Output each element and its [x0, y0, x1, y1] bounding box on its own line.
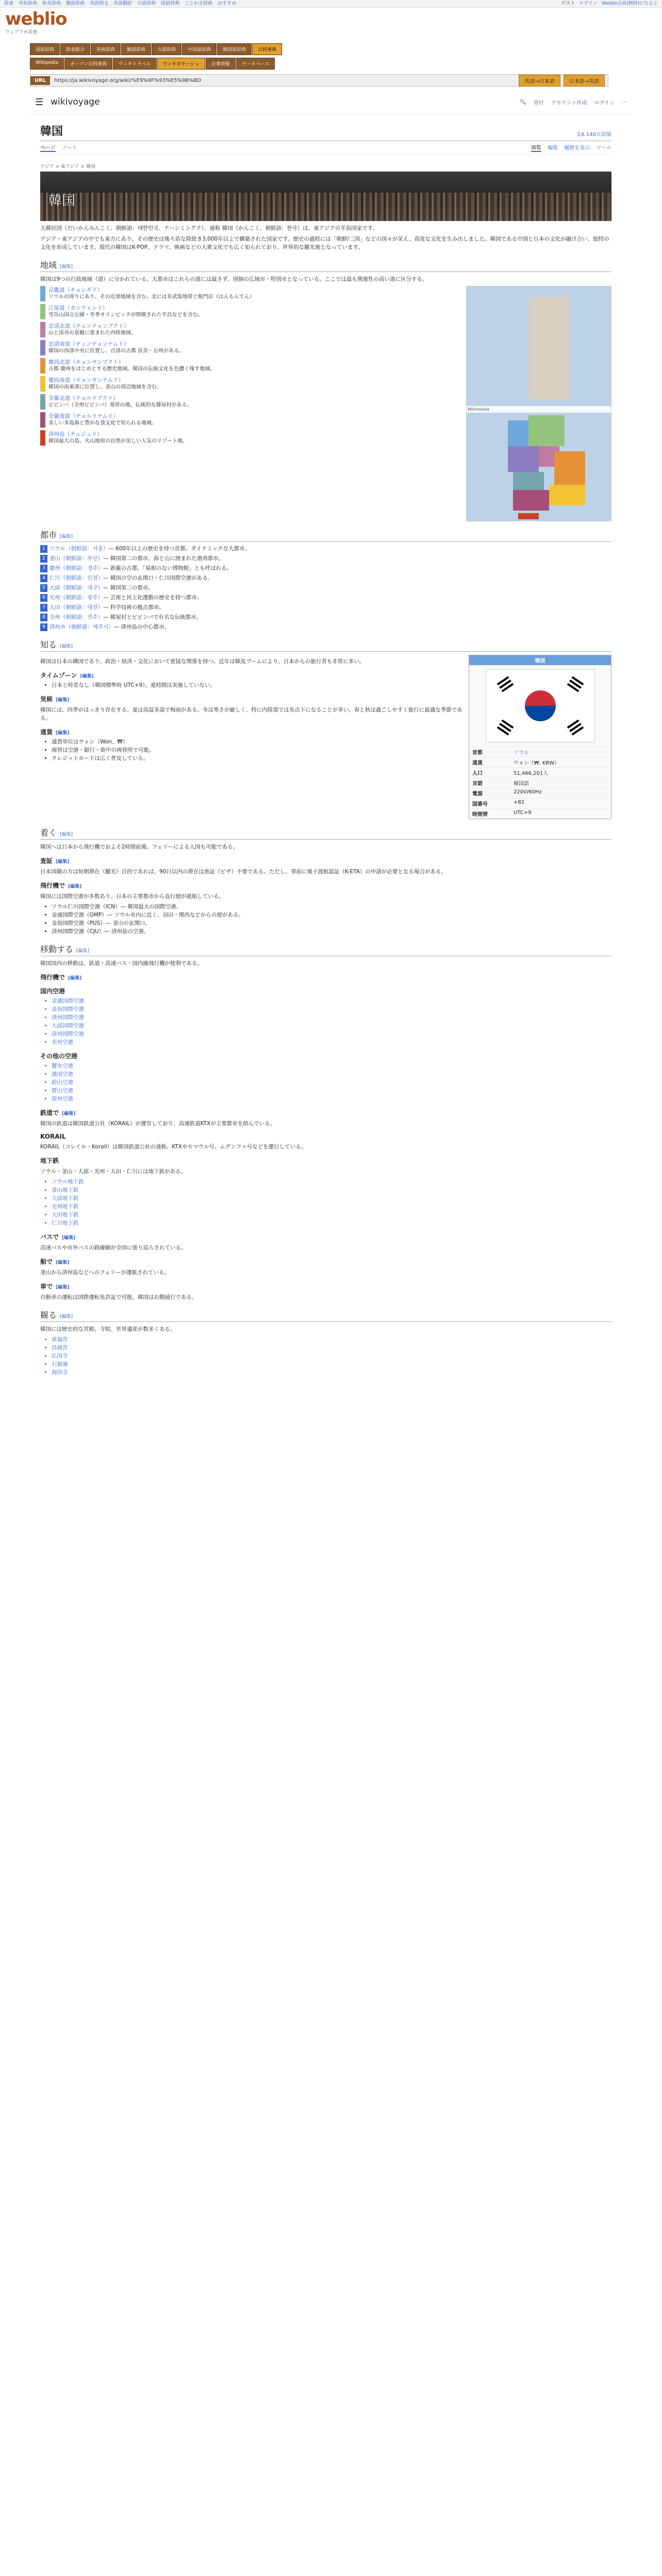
edit-link[interactable]: [編集] [56, 1285, 70, 1290]
city-number: 1 [40, 545, 47, 553]
city-desc: — 韓屋村とビビンバで有名な伝統都市。 [103, 614, 202, 620]
list-item: • 両替は空港・銀行・街中の両替所で可能。 [52, 747, 464, 754]
ship-paragraph: 釜山から済州島などへのフェリーが運航されている。 [40, 1269, 170, 1276]
region-desc: 韓国の南東部に位置し、釜山の周辺地域を含む。 [48, 384, 162, 390]
infobox-row: 言語 韓国語 [469, 777, 611, 788]
trigram-mark [567, 676, 584, 692]
subsection-heading-car: 車で [編集] [40, 1283, 70, 1290]
list-item[interactable]: • 海印寺 [52, 1369, 611, 1377]
infobox-row: 通貨 ウォン（₩, KRW） [469, 757, 611, 767]
weblio-subtab[interactable]: データベース [236, 58, 275, 70]
weblio-logo[interactable]: weblio [5, 9, 67, 29]
list-item[interactable]: • 蔚山空港 [52, 1079, 611, 1087]
city-name[interactable]: 大邱（朝鮮語：대구） [49, 585, 104, 591]
city-item [40, 555, 611, 563]
city-desc: — 600年以上の歴史を持つ首都。ダイナミックな大都市。 [108, 546, 251, 552]
top-link[interactable]: おすすめ [218, 1, 237, 6]
taegeuk-symbol [525, 690, 556, 721]
city-item [40, 545, 611, 553]
section-heading-see: 観る [編集] [40, 1309, 611, 1322]
city-desc: — 新羅の古都。「屋根のない博物館」とも呼ばれる。 [103, 565, 233, 571]
list-item[interactable]: • ソウル地下鉄 [52, 1178, 611, 1186]
list-item[interactable]: • 大邱国際空港 [52, 1022, 611, 1030]
list-item: • 通貨単位はウォン（Won、₩） [52, 738, 464, 746]
subsection-heading-visa: 査証 [編集] [40, 857, 70, 865]
map-region [518, 513, 539, 519]
city-name[interactable]: 済州市（朝鮮語：제주시） [49, 624, 114, 630]
language-selector[interactable]: 文A 140言語版 [575, 132, 611, 138]
list-item[interactable]: • 景福宮 [52, 1336, 611, 1344]
member-link[interactable]: Weblio会員(無料)になると [601, 1, 658, 6]
edit-link[interactable]: [編集] [80, 674, 94, 679]
weblio-tab[interactable]: 辞書総合 [60, 43, 90, 55]
city-item [40, 594, 611, 602]
edit-link[interactable]: [編集] [60, 832, 73, 837]
subway-paragraph: ソウル・釜山・大邱・光州・大田・仁川には地下鉄がある。 [40, 1168, 187, 1175]
section-heading-regions: 地域 [編集] [40, 259, 611, 272]
edit-link[interactable]: [編集] [60, 1314, 73, 1319]
list-item: • 済州国際空港（CJU）— 済州島の空港。 [52, 928, 611, 936]
korea-flag-image [486, 669, 595, 742]
region-name[interactable]: 全羅北道（チョルラプクト） [48, 395, 119, 401]
donate-link[interactable]: 寄付 [533, 100, 544, 106]
region-item [40, 358, 461, 374]
region-desc: 美しい多島海と豊かな食文化で知られる地域。 [48, 420, 157, 426]
city-number: 4 [40, 574, 47, 582]
list-item[interactable]: • 金浦国際空港 [52, 997, 611, 1005]
weblio-subtab-active[interactable]: ウィキボヤージュ [157, 58, 205, 70]
weblio-tab-active[interactable]: 百科事典 [252, 43, 282, 55]
region-item [40, 340, 461, 355]
list-item[interactable]: • 大邱地下鉄 [52, 1195, 611, 1202]
list-item[interactable]: • 清州国際空港 [52, 1030, 611, 1038]
map-region [513, 490, 549, 511]
list-item[interactable]: • 光州空港 [52, 1039, 611, 1046]
region-name[interactable]: 慶尚北道（キョンサンプクト） [48, 359, 124, 365]
edit-link[interactable]: [編集] [62, 1235, 76, 1241]
city-number: 8 [40, 614, 47, 621]
list-item[interactable]: • 昌徳宮 [52, 1344, 611, 1352]
top-link[interactable]: 英和辞典 [19, 1, 38, 6]
subsection-heading-subway: 地下鉄 [40, 1157, 59, 1164]
weblio-tab[interactable]: 古語辞典 [152, 43, 181, 55]
subsection-heading-plane: 飛行機で [編集] [40, 882, 82, 889]
page-banner [40, 172, 611, 221]
region-swatch [40, 376, 45, 392]
region-item [40, 322, 461, 337]
page-title: 韓国 [40, 125, 63, 138]
weblio-tab[interactable]: 中国語辞典 [182, 43, 217, 55]
city-number: 7 [40, 604, 47, 612]
arrive-paragraph: 韓国へは日本から飛行機でおよそ2時間前後。フェリーによる入国も可能である。 [40, 844, 239, 850]
more-icon[interactable]: ⋯ [622, 99, 627, 105]
city-name[interactable]: 全州（朝鮮語：전주） [49, 614, 104, 620]
subsection-heading-rail: 鉄道で [編集] [40, 1109, 76, 1116]
edit-link[interactable]: [編集] [68, 884, 82, 889]
top-link[interactable]: ことわざ辞典 [185, 1, 213, 6]
infobox-row: 電源 220V/60Hz [469, 788, 611, 798]
intro-paragraph: 大韓民国（だいかんみんこく、朝鮮語：대한민국、テハンミングク）、通称 韓国（かんこく、朝鮮語：한국）は、東アジアの半島国家です。 [40, 225, 378, 231]
region-swatch [40, 430, 45, 446]
region-name[interactable]: 忠清北道（チュンチョンプクト） [48, 323, 129, 329]
search-icon[interactable]: 🔍 [520, 99, 526, 105]
subway-list [52, 1178, 611, 1227]
tab-edit[interactable]: 編集 [548, 145, 558, 151]
plane-paragraph: 韓国には国際空港が多数あり、日本の主要都市から直行便が就航している。 [40, 893, 224, 900]
map-region [513, 472, 544, 493]
city-name[interactable]: 仁川（朝鮮語：인천） [49, 575, 104, 581]
edit-link[interactable]: [編集] [56, 731, 70, 736]
know-paragraph: 韓国は日本の隣国であり、政治・経済・文化において密接な関係を持つ。近年は韓流ブームにより、日本からの旅行者も非常に多い。 [40, 658, 365, 665]
list-item[interactable]: • 済州国際空港 [52, 1014, 611, 1022]
other-airport-list [52, 1062, 611, 1103]
region-map[interactable] [466, 286, 611, 521]
weblio-tab[interactable]: 英和辞典 [91, 43, 121, 55]
subsection-heading-domestic: 国内空港 [40, 988, 65, 995]
trigram-mark [496, 719, 514, 735]
car-paragraph: 自動車の運転は国際運転免許証で可能。韓国は右側通行である。 [40, 1294, 197, 1300]
region-name[interactable]: 京畿道（キョンギド） [48, 287, 103, 293]
city-desc: — 韓国第三の都市。 [103, 585, 154, 591]
edit-link[interactable]: [編集] [56, 698, 70, 703]
weblio-subtab[interactable]: ウィキトラベル [113, 58, 156, 70]
map-region [508, 446, 539, 472]
country-infobox [469, 655, 611, 819]
tab-page[interactable]: ページ [40, 143, 56, 152]
edit-link[interactable]: [編集] [56, 859, 70, 865]
weblio-tab[interactable]: 国語辞典 [30, 43, 60, 55]
list-item[interactable]: • 光州地下鉄 [52, 1203, 611, 1211]
weblio-header [0, 8, 662, 44]
top-link[interactable]: 和英辞典 [42, 1, 61, 6]
visa-paragraph: 日本国籍の方は短期滞在（観光）目的であれば、90日以内の滞在は査証（ビザ）不要である。ただし、事前に電子渡航認証（K-ETA）の申請が必要となる場合がある。 [40, 869, 446, 875]
map-caption: Wikimedia [467, 406, 611, 413]
region-swatch [40, 322, 45, 337]
top-link[interactable]: 英語例文 [90, 1, 109, 6]
subsection-heading-korail: KORAIL [40, 1133, 66, 1140]
infobox-header: 韓国 [469, 655, 611, 665]
region-list [40, 286, 461, 521]
region-item [40, 376, 461, 392]
region-swatch [40, 304, 45, 319]
climate-paragraph: 韓国には、四季がはっきり存在する。夏は高温多湿で梅雨がある。冬は寒さが厳しく、特に内陸部では氷点下になることが多い。春と秋は過ごしやすく旅行に最適な季節である。 [40, 707, 462, 721]
city-name[interactable]: 釜山（朝鮮語：부산） [49, 555, 104, 562]
map-region [554, 451, 585, 487]
see-paragraph: 韓国には歴史的な宮殿、寺院、世界遺産が数多くある。 [40, 1326, 176, 1332]
region-swatch [40, 358, 45, 374]
region-desc: ビビンバ（全州ビビンバ）発祥の地。伝統的な韓屋村がある。 [48, 402, 192, 408]
city-number: 5 [40, 584, 47, 592]
region-desc: 雪岳山国立公園・冬季オリンピックが開催された平昌などを含む。 [48, 312, 203, 318]
tab-history[interactable]: 履歴を表示 [564, 145, 590, 151]
region-name[interactable]: 済州島（チェジュド） [48, 431, 103, 437]
weblio-subtab[interactable]: オープン百科事典 [64, 58, 112, 70]
city-name[interactable]: 光州（朝鮮語：광주） [49, 595, 104, 601]
city-desc: — 韓国第二の都市。海と山に囲まれた港湾都市。 [103, 555, 224, 562]
breadcrumb[interactable]: アジア > 東アジア > 韓国 [40, 164, 95, 170]
infobox-row: 時間帯 UTC+9 [469, 808, 611, 819]
subsection-heading-ship: 船で [編集] [40, 1258, 70, 1265]
subsection-heading-climate: 気候 [編集] [40, 696, 70, 703]
url-label: URL [30, 76, 50, 85]
city-number: 3 [40, 565, 47, 572]
weblio-tabs [30, 43, 282, 55]
edit-link[interactable]: [編集] [56, 1260, 70, 1265]
region-desc: 韓国の西部中央に位置し、百済の古都 扶余・公州がある。 [48, 348, 185, 354]
weblio-logo-sub: ウェブリオ辞書 [5, 30, 38, 35]
weblio-subtabs [30, 58, 275, 70]
city-item [40, 584, 611, 592]
top-link[interactable]: 辞書 [4, 1, 14, 6]
top-link[interactable]: 国語辞典 [161, 1, 180, 6]
list-item[interactable]: • 浦項空港 [52, 1071, 611, 1078]
login-link[interactable]: ログイン [579, 1, 598, 6]
list-item: • 日本と時差なし（韓国標準時 UTC+9）。夏時間は実施していない。 [52, 682, 464, 689]
page-tabs [40, 141, 611, 155]
city-number: 6 [40, 594, 47, 602]
tab-tools[interactable]: ツール [596, 145, 611, 151]
section-heading-move: 移動する [編集] [40, 943, 611, 956]
list-item[interactable]: • 仁川地下鉄 [52, 1219, 611, 1227]
banner-title: 韓国 [48, 193, 76, 209]
list-item[interactable]: • 石窟庵 [52, 1361, 611, 1368]
list-item: • ソウル仁川国際空港（ICN）— 韓国最大の国際空港。 [52, 903, 611, 911]
region-item [40, 304, 461, 319]
city-name[interactable]: 大田（朝鮮語：대전） [49, 604, 104, 611]
edit-link[interactable]: [編集] [60, 264, 73, 269]
region-desc: ソウルの周りにあり、その近郊地域を含む。北には非武装地帯と板門店（はんもんてん） [48, 294, 255, 300]
move-paragraph: 韓国国内の移動は、鉄道・高速バス・国内線飛行機が便利である。 [40, 960, 203, 967]
weblio-tab[interactable]: 類語辞典 [121, 43, 151, 55]
timezone-list [52, 682, 464, 689]
list-item: • 金海国際空港（PUS）— 釜山の玄関口。 [52, 920, 611, 927]
translate-en-ja-button[interactable]: 英語→日本語 [519, 75, 560, 87]
subsection-heading-bus: バスで [編集] [40, 1233, 76, 1241]
region-swatch [40, 340, 45, 355]
banner-image [40, 193, 611, 221]
city-number: 2 [40, 555, 47, 563]
region-item [40, 394, 461, 410]
section-heading-arrive: 着く [編集] [40, 826, 611, 840]
create-account-link[interactable]: アカウント作成 [551, 100, 587, 106]
url-value[interactable]: https://ja.wikivoyage.org/wiki/%E9%9F%93%E5%9B%BD [54, 77, 202, 83]
trigram-mark [567, 719, 584, 735]
url-bar [30, 74, 608, 87]
currency-list [52, 738, 464, 762]
top-link[interactable]: 英語翻訳 [113, 1, 133, 6]
region-swatch [40, 412, 45, 428]
wikivoyage-logo[interactable]: wikivoyage [51, 97, 100, 107]
bus-paragraph: 高速バスや市外バスの路線網が全国に張り巡らされている。 [40, 1245, 187, 1251]
menu-icon[interactable]: ☰ [35, 96, 44, 108]
airport-list [52, 903, 611, 936]
city-name[interactable]: 慶州（朝鮮語：경주） [49, 565, 104, 571]
section-heading-cities: 都市 [編集] [40, 529, 611, 542]
map-land [528, 297, 570, 400]
wikivoyage-header [30, 90, 632, 114]
list-item[interactable]: • 釜山地下鉄 [52, 1187, 611, 1194]
city-number: 9 [40, 623, 47, 631]
list-item[interactable]: • 麗水空港 [52, 1062, 611, 1070]
login-link[interactable]: ログイン [594, 100, 615, 106]
list-item[interactable]: • 金海国際空港 [52, 1006, 611, 1013]
region-swatch [40, 394, 45, 410]
edit-link[interactable]: [編集] [60, 644, 73, 649]
city-desc: — 韓国の空の玄関口・仁川国際空港がある。 [103, 575, 213, 581]
infobox-row: 人口 51,466,201人 [469, 767, 611, 777]
city-desc: — 済州島の中心都市。 [113, 624, 170, 630]
region-desc: 韓国最大の島。火山地形の自然が美しい人気のリゾート地。 [48, 438, 188, 444]
top-link[interactable]: 類語辞典 [66, 1, 85, 6]
korail-paragraph: KORAIL（コレイル・Korail）は韓国鉄道公社の通称。KTXやセマウル号、ムグンファ号などを運行している。 [40, 1144, 307, 1150]
weblio-tab[interactable]: 韓国語辞典 [217, 43, 252, 55]
rail-paragraph: 韓国の鉄道は韓国鉄道公社（KORAIL）が運営しており、高速鉄道KTXが主要都市を結んでいる。 [40, 1121, 276, 1127]
region-name[interactable]: 忠清南道（チュンチョンナムド） [48, 341, 129, 347]
wikivoyage-frame [30, 90, 632, 1390]
region-swatch [40, 286, 45, 301]
city-item [40, 604, 611, 612]
city-item [40, 614, 611, 621]
regions-block [40, 286, 611, 521]
map-region [508, 420, 528, 446]
domestic-airport-list [52, 997, 611, 1046]
edit-link[interactable]: [編集] [68, 976, 82, 981]
region-name[interactable]: 全羅南道（チョルラナムド） [48, 413, 119, 419]
weblio-subtab[interactable]: Wikipedia [30, 58, 64, 70]
city-list [40, 545, 611, 631]
subsection-heading-plane2: 飛行機で [編集] [40, 974, 82, 981]
city-item [40, 574, 611, 582]
city-item [40, 623, 611, 631]
edit-link[interactable]: [編集] [62, 1111, 76, 1116]
infobox-row: 国番号 +82 [469, 798, 611, 808]
city-desc: — 芸術と民主化運動の歴史を持つ都市。 [103, 595, 203, 601]
translate-ja-en-button[interactable]: 日本語→英語 [564, 75, 605, 87]
regions-intro: 韓国は9つの行政地域（道）に分かれている。大都市はこれらの道には属さず、別個の広域市・特別市となっている。ここでは最も関連性の高い道に区分する。 [40, 276, 428, 282]
tab-talk[interactable]: ノート [61, 145, 77, 151]
article-content [30, 114, 632, 1390]
intro-paragraph: アジア・東アジアの中でも東方にあり、その歴史は後ろ盾な陸続き3,000年以上で構築された国家です。歴史の過程には「朝鮮/三国」などの国々が栄え、高度な文化を生み出しました。韓国である中国と日本の文化が融け合い、独特の文化を形成しています。現代の韓国はK-POP、ドラマ、映画などの大衆文化でも広く知られており、世界的な観光地となっています。 [40, 236, 609, 250]
edit-link[interactable]: [編集] [60, 534, 73, 539]
list-item: • 金浦国際空港（GMP）— ソウル市内に近く、羽田・関西などからの便がある。 [52, 911, 611, 919]
tab-read[interactable]: 閲覧 [531, 143, 541, 152]
list-item[interactable]: • 原州空港 [52, 1095, 611, 1103]
trigram-mark [496, 676, 514, 692]
subsection-heading-timezone: タイムゾーン [編集] [40, 672, 94, 679]
top-bar [0, 0, 662, 8]
region-desc: 山と渓谷の景観に恵まれた内陸地域。 [48, 330, 136, 336]
list-item[interactable]: • 大田地下鉄 [52, 1211, 611, 1219]
list-item[interactable]: • 仏国寺 [52, 1352, 611, 1360]
region-desc: 古都 慶州をはじめとする歴史地域。韓国の伝統文化を色濃く残す地域。 [48, 366, 216, 372]
weblio-subtab[interactable]: 企業情報 [206, 58, 236, 70]
map-region [549, 485, 585, 505]
region-item [40, 430, 461, 446]
edit-link[interactable]: [編集] [76, 948, 90, 954]
city-desc: — 科学技術の拠点都市。 [103, 604, 164, 611]
section-heading-know: 知る [編集] [40, 638, 611, 652]
city-name[interactable]: ソウル（朝鮮語：서울） [49, 546, 109, 552]
region-name[interactable]: 慶尚南道（キョンサンナムド） [48, 377, 124, 383]
city-item [40, 565, 611, 572]
top-link[interactable]: 古語辞典 [137, 1, 156, 6]
guest-label: ゲスト [561, 1, 575, 6]
list-item: • クレジットカードは広く普及している。 [52, 755, 464, 762]
list-item[interactable]: • 群山空港 [52, 1087, 611, 1095]
map-region [528, 415, 565, 446]
infobox-row: 首都 ソウル [469, 747, 611, 757]
region-item [40, 286, 461, 301]
see-list [52, 1336, 611, 1377]
subsection-heading-other-airports: その他の空港 [40, 1053, 78, 1060]
region-item [40, 412, 461, 428]
subsection-heading-currency: 通貨 [編集] [40, 728, 70, 736]
region-name[interactable]: 江原道（カンウォンド） [48, 305, 108, 311]
